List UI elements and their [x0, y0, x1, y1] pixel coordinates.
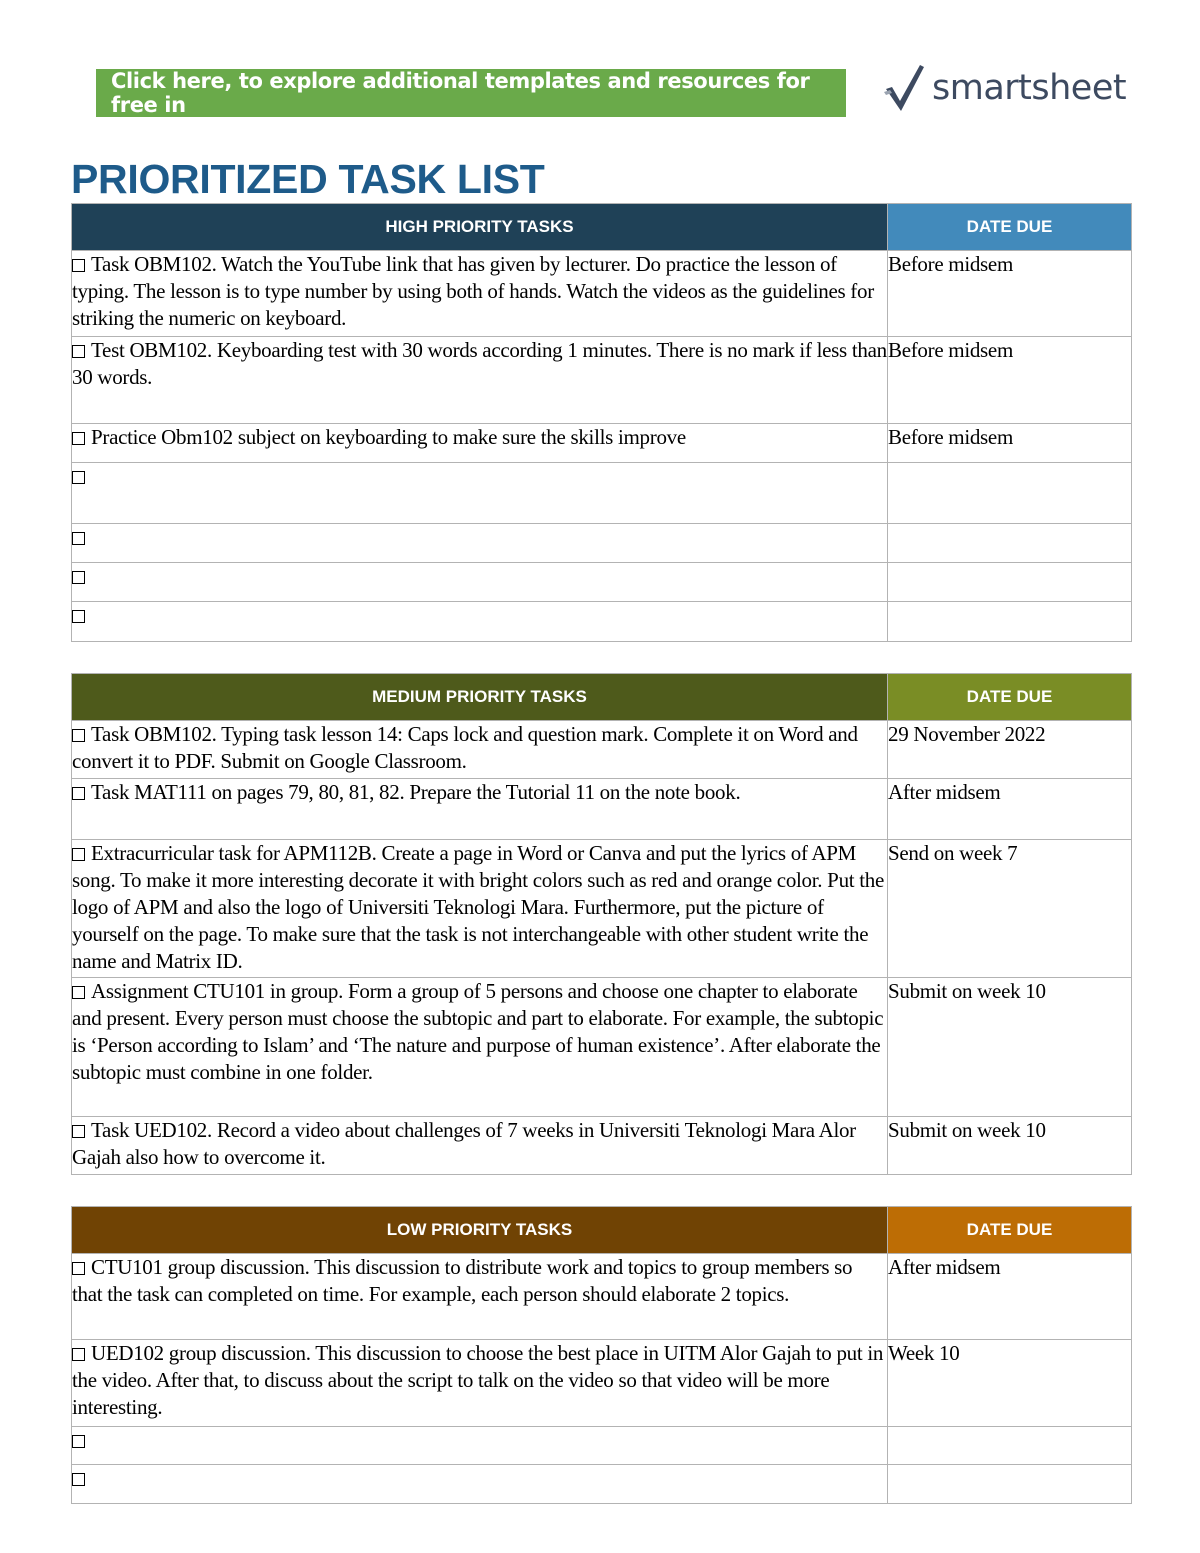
- due-date-cell[interactable]: Before midsem: [888, 251, 1132, 337]
- task-text: Practice Obm102 subject on keyboarding to make sure the skills improve: [91, 425, 686, 449]
- task-checkbox[interactable]: [72, 532, 85, 545]
- date-due-header: DATE DUE: [888, 1207, 1132, 1254]
- task-row: [72, 337, 1132, 424]
- task-row: [72, 721, 1132, 779]
- date-due-header: DATE DUE: [888, 204, 1132, 251]
- templates-banner-link[interactable]: [96, 69, 846, 117]
- medium-priority-table: [71, 673, 1132, 1175]
- task-text: Task MAT111 on pages 79, 80, 81, 82. Prepare the Tutorial 11 on the note book.: [91, 780, 741, 804]
- task-checkbox[interactable]: [72, 1435, 85, 1448]
- due-date-cell[interactable]: Submit on week 10: [888, 1117, 1132, 1175]
- task-cell[interactable]: [72, 1465, 888, 1504]
- task-checkbox[interactable]: [72, 259, 85, 272]
- low-priority-table: [71, 1206, 1132, 1504]
- task-text: CTU101 group discussion. This discussion to distribute work and topics to group members so that the task can completed on time. For example, each person should elaborate 2 topics.: [72, 1255, 853, 1306]
- task-cell[interactable]: [72, 840, 888, 978]
- task-row: [72, 779, 1132, 840]
- high-priority-table: [71, 203, 1132, 642]
- task-checkbox[interactable]: [72, 729, 85, 742]
- task-text: Task OBM102. Typing task lesson 14: Caps lock and question mark. Complete it on Word and convert it to PDF. Submit on Google Classroom.: [72, 722, 858, 773]
- banner-text: Click here, to explore additional templates and resources for free in: [111, 69, 810, 117]
- low-priority-header: LOW PRIORITY TASKS: [72, 1207, 888, 1254]
- due-date-cell[interactable]: [888, 1465, 1132, 1504]
- task-checkbox[interactable]: [72, 787, 85, 800]
- task-text: UED102 group discussion. This discussion to choose the best place in UITM Alor Gajah to put in the video. After that, to discuss about the script to talk on the video so that video will be more interesting.: [72, 1341, 884, 1419]
- task-checkbox[interactable]: [72, 432, 85, 445]
- task-row: [72, 424, 1132, 463]
- task-row: [72, 524, 1132, 563]
- task-text: Task UED102. Record a video about challenges of 7 weeks in Universiti Teknologi Mara Alor Gajah also how to overcome it.: [72, 1118, 856, 1169]
- task-checkbox[interactable]: [72, 610, 85, 623]
- task-row: [72, 978, 1132, 1117]
- task-checkbox[interactable]: [72, 1348, 85, 1361]
- task-checkbox[interactable]: [72, 1473, 85, 1486]
- due-date-cell[interactable]: Before midsem: [888, 424, 1132, 463]
- date-due-header: DATE DUE: [888, 674, 1132, 721]
- due-date-cell[interactable]: Send on week 7: [888, 840, 1132, 978]
- due-date-cell[interactable]: 29 November 2022: [888, 721, 1132, 779]
- page-title: PRIORITIZED TASK LIST: [71, 156, 545, 202]
- task-cell[interactable]: [72, 602, 888, 642]
- task-cell[interactable]: [72, 424, 888, 463]
- task-row: [72, 463, 1132, 524]
- due-date-cell[interactable]: [888, 602, 1132, 642]
- due-date-cell[interactable]: [888, 563, 1132, 602]
- task-checkbox[interactable]: [72, 1262, 85, 1275]
- task-text: Test OBM102. Keyboarding test with 30 words according 1 minutes. There is no mark if less than 30 words.: [72, 338, 887, 389]
- task-cell[interactable]: [72, 463, 888, 524]
- task-cell[interactable]: [72, 1117, 888, 1175]
- task-checkbox[interactable]: [72, 471, 85, 484]
- task-row: [72, 840, 1132, 978]
- header-row: [72, 1207, 1132, 1254]
- task-cell[interactable]: [72, 524, 888, 563]
- task-row: [72, 1427, 1132, 1465]
- due-date-cell[interactable]: [888, 524, 1132, 563]
- task-cell[interactable]: [72, 563, 888, 602]
- due-date-cell[interactable]: After midsem: [888, 779, 1132, 840]
- task-cell[interactable]: [72, 779, 888, 840]
- task-row: [72, 563, 1132, 602]
- task-cell[interactable]: [72, 1427, 888, 1465]
- task-row: [72, 602, 1132, 642]
- header-row: [72, 204, 1132, 251]
- task-cell[interactable]: [72, 251, 888, 337]
- task-text: Task OBM102. Watch the YouTube link that has given by lecturer. Do practice the lesson of typing. The lesson is to type number by using both of hands. Watch the videos as the guidelines for striking the numeric on keyboard.: [72, 252, 874, 330]
- due-date-cell[interactable]: Before midsem: [888, 337, 1132, 424]
- due-date-cell[interactable]: After midsem: [888, 1254, 1132, 1340]
- task-checkbox[interactable]: [72, 986, 85, 999]
- task-checkbox[interactable]: [72, 345, 85, 358]
- due-date-cell[interactable]: [888, 1427, 1132, 1465]
- task-cell[interactable]: [72, 721, 888, 779]
- task-cell[interactable]: [72, 337, 888, 424]
- high-priority-header: HIGH PRIORITY TASKS: [72, 204, 888, 251]
- checkmark-icon: [880, 59, 928, 117]
- due-date-cell[interactable]: [888, 463, 1132, 524]
- medium-priority-header: MEDIUM PRIORITY TASKS: [72, 674, 888, 721]
- task-cell[interactable]: [72, 1340, 888, 1427]
- task-text: Extracurricular task for APM112B. Create a page in Word or Canva and put the lyrics of APM song. To make it more interesting decorate it with bright colors such as red and orange color. Put the logo of APM and also the logo of Universiti Teknologi Mara. Furthermore, put the picture of yourself on the page. To make sure that the task is not interchangeable with other student write the name and Matrix ID.: [72, 841, 885, 973]
- logo-wordmark: smartsheet: [932, 68, 1127, 108]
- task-checkbox[interactable]: [72, 1125, 85, 1138]
- header-row: [72, 674, 1132, 721]
- task-row: [72, 1340, 1132, 1427]
- due-date-cell[interactable]: Submit on week 10: [888, 978, 1132, 1117]
- smartsheet-logo[interactable]: [880, 58, 1130, 118]
- task-cell[interactable]: [72, 978, 888, 1117]
- due-date-cell[interactable]: Week 10: [888, 1340, 1132, 1427]
- task-text: Assignment CTU101 in group. Form a group of 5 persons and choose one chapter to elaborate and present. Every person must choose the subtopic and part to elaborate. For example, the subtopic is ‘Person according to Islam’ and ‘The nature and purpose of human existence’. After elaborate the subtopic must combine in one folder.: [72, 979, 884, 1084]
- task-checkbox[interactable]: [72, 571, 85, 584]
- task-row: [72, 1465, 1132, 1504]
- task-checkbox[interactable]: [72, 848, 85, 861]
- task-row: [72, 1254, 1132, 1340]
- task-row: [72, 1117, 1132, 1175]
- task-row: [72, 251, 1132, 337]
- task-cell[interactable]: [72, 1254, 888, 1340]
